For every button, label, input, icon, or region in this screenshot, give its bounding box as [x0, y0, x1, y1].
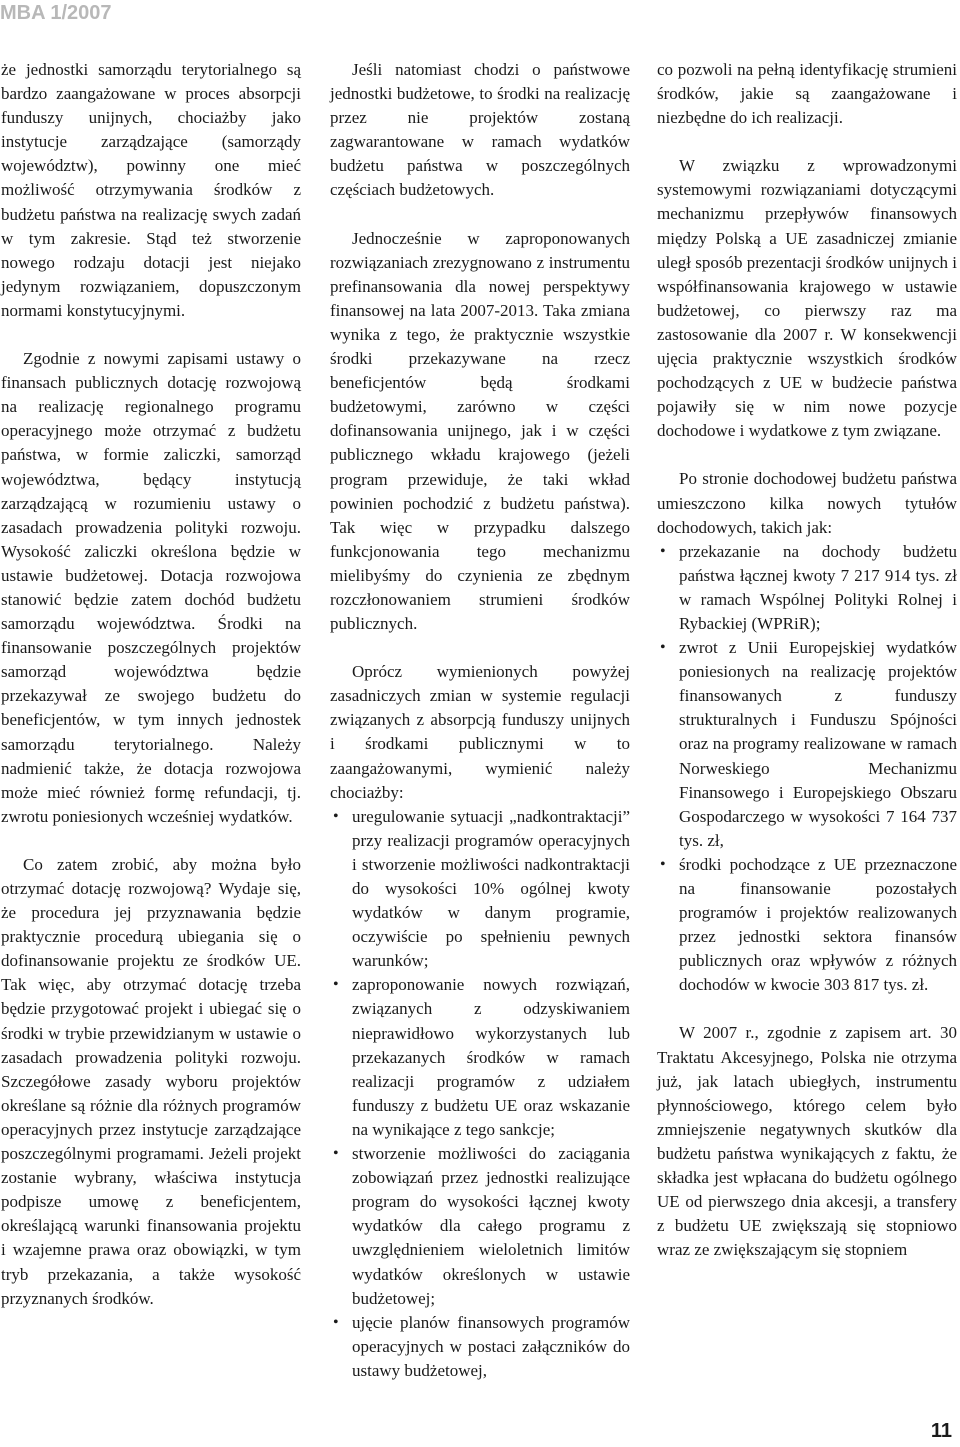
- paragraph: Jednocześnie w zaproponowanych rozwiązaniach zrezygnowano z instrumentu prefinansowania dla nowej perspektywy finansowej na lata 2007-2013. Taka zmiana wynika z tego, że praktycznie wszystkie środki przekazywane na rzecz beneficjentów będą środkami budżetowymi, zarówno w części dofinansowania unijnego, jak i w części publicznego wkładu krajowego (jeżeli program przewiduje, że taki wkład powinien pochodzić z budżetu państwa). Tak więc w przypadku dalszego funkcjonowania tego mechanizmu mielibyśmy do czynienia ze zbędnym rozczłonowaniem strumieni środków publicznych.: [330, 228, 630, 634]
- list-item: • środki pochodzące z UE przeznaczone na finansowanie pozostałych programów i projektów realizowanych przez jednostki sektora finansów publicznych oraz wpływów z różnych dochodów w kwocie 303 817 tys. zł.: [679, 853, 957, 998]
- list-item: • ujęcie planów finansowych programów operacyjnych w postaci załączników do ustawy budżetowej,: [352, 1311, 630, 1383]
- page-number: 11: [930, 1420, 952, 1442]
- list-item: • uregulowanie sytuacji „nadkontraktacji” przy realizacji programów operacyjnych i stworzenie możliwości nadkontraktacji do wysokości 10% ogólnej kwoty wydatków w danym programie, oczywiście po spełnieniu pewnych warunków;: [352, 805, 630, 974]
- list-item: • przekazanie na dochody budżetu państwa łącznej kwoty 7 217 914 tys. zł w ramach Wspólnej Polityki Rolnej i Rybackiej (WPRiR);: [679, 540, 957, 636]
- paragraph: co pozwoli na pełną identyfikację strumieni środków, jakie są zaangażowane i niezbędne do ich realizacji.: [657, 60, 957, 128]
- paragraph: W związku z wprowadzonymi systemowymi rozwiązaniami dotyczącymi mechanizmu przepływów finansowych między Polską a UE zasadniczej zmianie uległ sposób prezentacji środków unijnych i współfinansowania krajowego w ustawie budżetowej, co pierwszy raz ma zastosowanie dla 2007 r. W konsekwencji ujęcia praktycznie wszystkich środków pochodzących z UE w budżecie państwa pojawiły się w nim nowe pozycje dochodowe i wydatkowe z tym związane.: [657, 156, 957, 441]
- column-2: [330, 58, 630, 1383]
- paragraph: Po stronie dochodowej budżetu państwa umieszczono kilka nowych tytułów dochodowych, takich jak:: [657, 469, 957, 537]
- list-item: • zaproponowanie nowych rozwiązań, związanych z odzyskiwaniem nieprawidłowo wykorzystanych lub przekazanych środków w ramach realizacji programów z udziałem funduszy z budżetu UE oraz wskazanie na wynikające z tego sankcje;: [352, 973, 630, 1142]
- paragraph: Co zatem zrobić, aby można było otrzymać dotację rozwojową? Wydaje się, że procedura jej przyznawania będzie praktycznie procedurą ubiegania się o dofinansowanie projektu ze środków UE. Tak więc, aby otrzymać dotację trzeba będzie przygotować projekt i ubiegać się o środki w trybie przewidzianym w ustawie o zasadach prowadzenia polityki rozwoju. Szczegółowe zasady wyboru projektów określane są różnie dla różnych programów operacyjnych przez instytucje zarządzające poszczególnymi programami. Jeżeli projekt zostanie wybrany, właściwa instytucja podpisze umowę z beneficjentem, określającą warunki finansowania projektu i wzajemne prawa oraz obowiązki, w tym tryb przekazania, a także wysokość przyznanych środków.: [1, 854, 301, 1308]
- running-header: MBA 1/2007: [0, 2, 112, 24]
- column-1: [1, 58, 301, 1311]
- paragraph: W 2007 r., zgodnie z zapisem art. 30 Traktatu Akcesyjnego, Polska nie otrzyma już, jak latach ubiegłych, instrumentu płynnościowego, którego celem było zmniejszenie negatywnych skutków dla budżetu państwa wynikających z faktu, że składka jest wpłacana do budżetu ogólnego UE od pierwszego dnia akcesji, a transfery z budżetu UE zwiększają się stopniowo wraz ze zwiększającym się stopniem: [657, 1023, 957, 1260]
- paragraph: że jednostki samorządu terytorialnego są bardzo zaangażowane w proces absorpcji funduszy unijnych, chociażby jako instytucje zarządzające (samorządy województw), powinny one mieć możliwość otrzymywania środków z budżetu państwa na realizację swych zadań w tym zakresie. Stąd też stworzenie nowego rodzaju dotacji jest niejako jedynym rozwiązaniem, dopuszczonym normami konstytucyjnymi.: [1, 60, 301, 320]
- bullet-list: [657, 540, 957, 998]
- paragraph: Oprócz wymienionych powyżej zasadniczych zmian w systemie regulacji związanych z absorpcją funduszy unijnych i środkami publicznymi w to zaangażowanymi, wymienić należy chociażby:: [330, 662, 630, 802]
- list-item: • zwrot z Unii Europejskiej wydatków poniesionych na realizację projektów finansowanych z funduszy strukturalnych i Funduszu Spójności oraz na programy realizowane w ramach Norweskiego Mechanizmu Finansowego i Europejskiego Obszaru Gospodarczego w wysokości 7 164 737 tys. zł,: [679, 636, 957, 853]
- paragraph: Zgodnie z nowymi zapisami ustawy o finansach publicznych dotację rozwojową na realizację regionalnego programu operacyjnego może otrzymać z budżetu państwa, w formie zaliczki, samorząd województwa, będący instytucją zarządzającą w rozumieniu ustawy o zasadach prowadzenia polityki rozwoju. Wysokość zaliczki określona będzie w ustawie budżetowej. Dotacja rozwojowa stanowić będzie zatem dochód budżetu samorządu województwa. Środki na finansowanie poszczególnych projektów samorząd województwa będzie przekazywał ze swojego budżetu do beneficjentów, w tym innych jednostek samorządu terytorialnego. Należy nadmienić także, że dotacja rozwojowa może mieć również formę refundacji, tj. zwrotu poniesionych wcześniej wydatków.: [1, 349, 301, 826]
- list-item: • stworzenie możliwości do zaciągania zobowiązań przez jednostki realizujące program do wysokości łącznej kwoty wydatków dla całego programu z uwzględnieniem wieloletnich limitów wydatków określonych w ustawie budżetowej;: [352, 1142, 630, 1311]
- column-3: [657, 58, 957, 1262]
- bullet-list: [330, 805, 630, 1383]
- paragraph: Jeśli natomiast chodzi o państwowe jednostki budżetowe, to środki na realizację przez nie projektów zostaną zagwarantowane w ramach wydatków budżetu państwa w poszczególnych częściach budżetowych.: [330, 60, 630, 200]
